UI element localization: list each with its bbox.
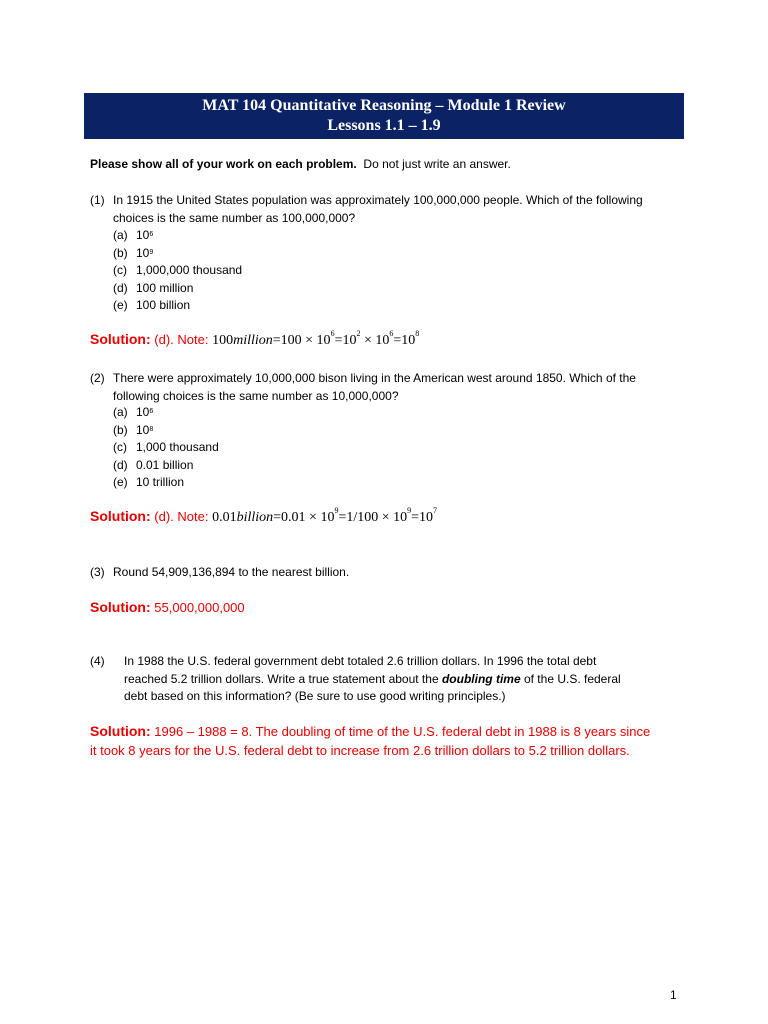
question-4-line-3: debt based on this information? (Be sure to use good writing principles.) <box>124 689 506 703</box>
solution-math: 0.01billion=0.01 × $10^9=1/100 \times 10^9=10^7$ <box>212 506 438 525</box>
question-3-number: (3) <box>90 565 105 579</box>
title-line-1: MAT 104 Quantitative Reasoning – Module 1 Review <box>202 97 566 114</box>
solution-line-1: 1996 – 1988 = 8. The doubling of time of the U.S. federal debt in 1988 is 8 years since <box>154 724 651 739</box>
question-2-number: (2) <box>90 371 105 385</box>
solution-label: Solution: <box>90 331 151 347</box>
question-2-line-2: following choices is the same number as 10,000,000? <box>113 388 399 403</box>
page-number: 1 <box>670 988 677 1002</box>
question-1-line-1: In 1915 the United States population was approximately 100,000,000 people. Which of the following <box>113 193 643 207</box>
question-1-number: (1) <box>90 193 105 207</box>
doubling-time-emphasis: doubling time <box>441 671 521 686</box>
solution-3 <box>90 599 245 615</box>
question-4-line-2: reached 5.2 trillion dollars. Write a true statement about the doubling time of the U.S. federal <box>124 671 621 686</box>
solution-line-2: it took 8 years for the U.S. federal debt to increase from 2.6 trillion dollars to 5.2 trillion dollars. <box>90 743 630 758</box>
instructions-bold: Please show all of your work on each problem. <box>90 157 357 171</box>
solution-label: Solution: <box>90 599 151 615</box>
document-page: MAT 104 Quantitative Reasoning – Module 1 Review Lessons 1.1 – 1.9 Please show all of your work on each problem. Do not just write an answer. (1) In 1915 the United States population was approximately 100,000,000 people. Which of the following choices is the same number as 100,000,000? (a) $10^6$ (b) $10^9$ (c) 1,000,000 thousand (d) 100 million (e) 100 billion Solution: (d). Note: 100million=100 × $10^6=10^2 \times 10^6=10^8$ (2) There were approximately 10,000,000 bison living in the American west around 1850. Which of the following choices is the same number as 10,000,000? (a) $10^6$ (b) $10^8$ (c) 1,000 thousand (d) 0.01 billion (e) 10 trillion Solution: (d). Note: 0.01billion=0.01 × $10^9=1/100 \times 10^9=10^7$ (3) Round 54,909,136,894 to the nearest billion. Solution: 55,000,000,000 (4) In 1988 the U.S. federal government debt totaled 2.6 trillion dollars. In 1996 the total debt reached 5.2 trillion dollars. Write a true statement about the doubling time of the U.S. federal debt based on this information? (Be sure to use good writing principles.) Solution: 1996 – 1988 = 8. The doubling of time of the U.S. federal debt in 1988 is 8 years since it took 8 years for the U.S. federal debt to increase from 2.6 trillion dollars to 5.2 trillion dollars. 1 <box>0 0 768 1024</box>
instructions-rest: Do not just write an answer. <box>363 157 511 171</box>
title-banner <box>84 93 684 139</box>
question-4-line-1: In 1988 the U.S. federal government debt totaled 2.6 trillion dollars. In 1996 the total debt <box>124 654 597 668</box>
question-3-text: Round 54,909,136,894 to the nearest billion. <box>113 565 350 579</box>
question-2-line-1: There were approximately 10,000,000 bison living in the American west around 1850. Which of the <box>113 371 636 385</box>
solution-4 <box>90 722 690 760</box>
question-4-number: (4) <box>90 654 105 668</box>
solution-text: (d). Note: <box>154 332 209 347</box>
title-line-2: Lessons 1.1 – 1.9 <box>327 117 441 134</box>
solution-1 <box>90 331 419 349</box>
solution-text: 55,000,000,000 <box>154 600 245 615</box>
instructions <box>90 157 511 171</box>
solution-label: Solution: <box>90 723 151 739</box>
solution-text: (d). Note: <box>154 509 209 524</box>
question-1-line-2: choices is the same number as 100,000,000? <box>113 210 356 225</box>
solution-label: Solution: <box>90 508 151 524</box>
solution-math: 100million=100 × $10^6=10^2 \times 10^6=10^8$ <box>212 329 420 348</box>
solution-2 <box>90 508 437 526</box>
